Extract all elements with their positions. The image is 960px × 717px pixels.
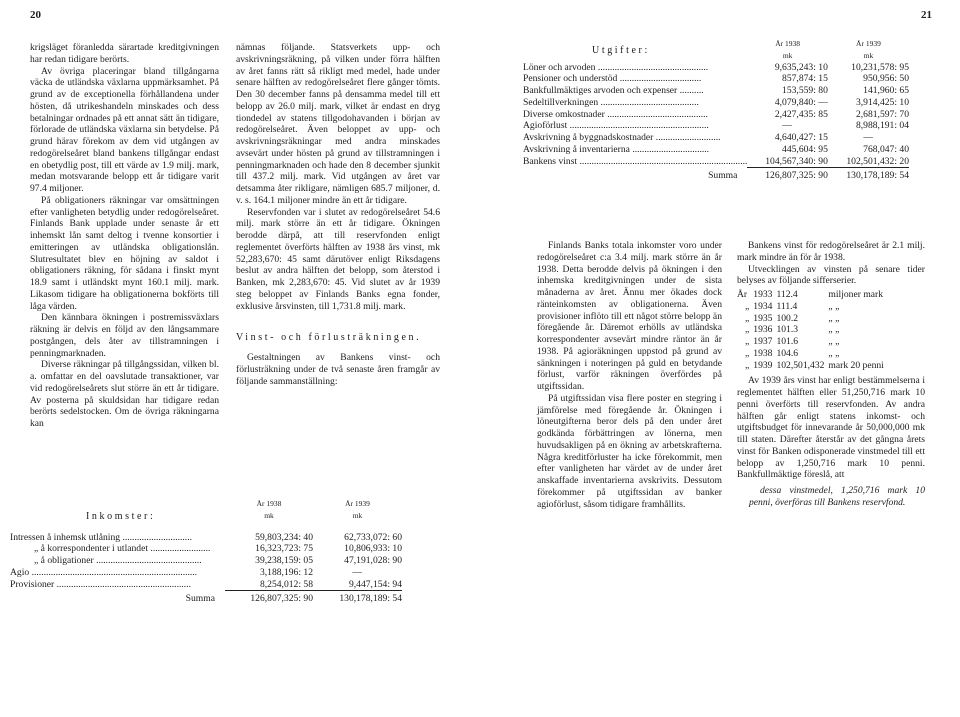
table-row: Sedeltillverkningen ......................................... 4,079,840: — 3,914,425: 10 [523,96,909,108]
middle-column-text [236,42,440,387]
right-column-text-2 [737,240,925,509]
table-row: Avskrivning å byggnadskostnader ........................... 4,640,427: 15 — [523,132,873,143]
paragraph: Finlands Banks totala inkomster voro under redogörelseåret c:a 3.4 milj. mark större än år 1938. Detta berodde delvis på ökningen i den inhemska kreditgivningen under de sista månaderna av året. Ännu mer ökades dock räntеinkomsten av obligationerna. Även provisioner inflöto till ett något större belopp än föregående år. Däremot erhölls av utländska korrespondenter avsevärt mindre räntor än år 1938. På agioräkningen uppstod på grund av sänkningen i noteringen på guld en betydande förlust, varför räkningen överfördes på utgiftssidan. [537,240,722,392]
summa-row: Summa 126,807,325: 90 130,178,189: 54 [10,591,402,605]
series-row: „ 1936 101.3 „ „ [745,324,840,336]
table-row: Agioförlust .......................................................... — 8,988,191: 04 [523,120,909,132]
table-row: Provisioner ........................................................ 8,254,012: 58 9,447,154: 94 [10,578,402,590]
table-row: Intressen å inhemsk utlåning ............................. 59,803,234: 40 62,733,072: 60 [10,531,402,543]
utgifter-heading: Utgifter: [592,45,650,56]
table-row: Diverse omkostnader .......................................... 2,427,435: 85 2,681,597: 70 [523,108,909,120]
table-row: „ å obligationer ............................................ 39,238,159: 05 47,191,028: 90 [34,555,402,566]
year-header: År 1938 mk [256,499,282,520]
right-column-text-1 [537,240,722,510]
table-row: Avskrivning å inventarierna ................................ 445,604: 95 768,047: 40 [523,143,909,155]
table-row: Bankens vinst ...................................................................... 104,567,340: 90 102,501,432: 20 [523,155,909,167]
paragraph: Gestaltningen av Bankens vinst- och förlusträkning under de två senaste åren framgår av följande sammanställning: [236,352,440,387]
series-row: „ 1938 104.6 „ „ [745,347,840,359]
left-column-text [30,42,219,430]
year-header: År 1939 mk [856,39,881,60]
series-row: „ 1934 111.4 „ „ [745,300,840,312]
year-header: År 1939 mk [345,499,370,520]
table-row: Löner och arvoden .............................................. 9,635,243: 10 10,231,578: 95 [523,61,909,73]
page-number-right: 21 [921,9,932,21]
table-row: Pensioner och understöd .................................. 857,874: 15 950,956: 50 [523,73,909,85]
table-row: Bankfullmäktiges arvoden och expenser .......... 153,559: 80 141,960: 65 [523,85,909,96]
series-row: „ 1939 102,501,432 mark 20 penni [745,359,884,371]
profit-series-table [737,289,888,371]
proposal-paragraph: dessa vinstmedel, 1,250,716 mark 10 penni, överföras till Bankens reservfond. [749,485,925,508]
summa-row: Summa 126,807,325: 90 130,178,189: 54 [523,168,909,182]
series-row: „ 1937 101.6 „ „ [745,336,840,347]
inkomster-heading: Inkomster: [86,511,156,522]
paragraph: På obligationers räkningar var omsättningen efter vanligheten betydlig under redogörelseåret. Finlands Bank upplade under senaste år ett inhemskt lån samt deltog i tvenne konsortier i emitteringen av utländska obligationslån. Slutresultatet blev en höjning av saldot i obligationers räkning, för sådana i finskt mynt 18.9 samt i utländskt mynt 160.1 milj. mark. Likasom tidigare ha obligationerna bokförts till låga värden. [30,194,219,312]
year-header: År 1938 mk [775,39,801,60]
page-number-left: 20 [30,9,41,21]
series-row: År 1933 112.4 miljoner mark [737,289,884,300]
paragraph: Av övriga placeringar bland tillgångarna väcka de utländska växlarna uppmärksamhet. På grund av de exceptionella förhållandena under hösten, då utrikeshandeln minskades och dess betalningar ordnades på ett annat sätt än tidigare, förlorade de utländska växlarna sin betydelse. På grund härav förekom av dem vid utgången av redogörelseåret bland bankens tillgångar endast en obetydlig post, till ett värde av 1.9 milj. mark, medan motsvarande belopp ett år tidigare varit 97.4 miljoner. [30,65,219,194]
paragraph: På utgiftssidan visa flere poster en stegring i jämförelse med föregående år. Ökningen i lönеutgifterna beror dels på den under året godkända förbättringen av lönerna, men huvudsakligen på en ökning av arbetskrafterna. Några kreditförluster ha icke förekommit, men efter vanligheten har värdet av de under året anskaffade inventarierna avskrivits. Dessutom förekommer på utgiftssidan av banker agioförlust, såsom tidigare framhållits. [537,392,722,510]
table-row: „ å korrespondenter i utlandet ......................... 16,323,723: 75 10,806,933: 10 [34,543,402,555]
paragraph: Utvecklingen av vinsten på senare tider belyses av följande sifferserier. [737,263,925,287]
vinst-heading: Vinst- och förlusträkningen. [236,332,422,344]
utgifter-table [523,38,909,182]
paragraph: Bankens vinst för redogörelseåret är 2.1 milj. mark mindre än för år 1938. [737,240,925,263]
table-row: Agio ..................................................................... 3,188,196: 12 — [10,566,362,578]
paragraph: Av 1939 års vinst har enligt bestämmelserna i reglementet hälften eller 51,250,716 mark 10 penni överförts till reservfonden. Av andra hälften går enligt statens inkomst- och utgiftsbudget för innevarande år 50,000,000 mk till staten. Därefter återstår av det gångna årets vinst för Banken odisponerade vinstmedel till ett belopp av 1,250,716 mark 10 penni. Bankfullmäktige föreslå, att [737,375,925,481]
paragraph: Diverse räkningar på tillgångssidan, vilken bl. a. omfattar en del oavslutade transaktioner, var vid redogörelseårets slut större än ett år tidigare. Av posterna på skuldsidan har tidigare redan berörts sedelstocken. Om de övriga räkningarna kan [30,359,219,429]
paragraph: nämnas följande. Statsverkets upp- och avskrivningsräkning, på vilken under förra hälften av året fanns rätt så rikligt med medel, hade under senare hälften av redogörelseåret flere gånger tömts. Den 30 december fanns på densamma medel till ett belopp av 26.0 milj. mark, vilket är endast en dryg tiondedel av statens tillgodohavanden i början av redogörelseåret. Även beloppet av upp- och avskrivningsräkningar med andra minskades avsevärt under hösten på grund av tillstramningen i penningmarknaden och hade den 8 december sjunkit till 437.2 milj. mark. Vid utgången av året var detsamma åter rikligare, nämligen 685.7 miljoner, d. v. s. 164.1 miljoner mindre än ett år tidigare. [236,42,440,206]
paragraph: Reservfonden var i slutet av redogörelseåret 54.6 milj. mark större än ett år tidigare. Ökningen berodde därpå, att till reservfonden enligt reglementet överförts hälften av 1938 års vinst, mk 52,283,670: 45 samt därutöver enligt Riksdagens beslut av andra hälften det belopp, som återstod i Banken, mk 2,283,670: 45. Vid slutet av år 1939 steg beloppet av Finlands Banks egna fonder, exklusive årsvinsten, till 1,731.8 milj. mark. [236,206,440,312]
paragraph: krigsläget föranledda särartade kreditgivningen har redan tidigare berörts. [30,42,219,65]
series-row: „ 1935 100.2 „ „ [745,312,840,324]
paragraph: Den kännbara ökningen i postremissväxlars räkning är delvis en följd av den långsammare postgången, dels åter av tillstramningen i penningmarknaden. [30,312,219,359]
inkomster-table [10,498,402,605]
